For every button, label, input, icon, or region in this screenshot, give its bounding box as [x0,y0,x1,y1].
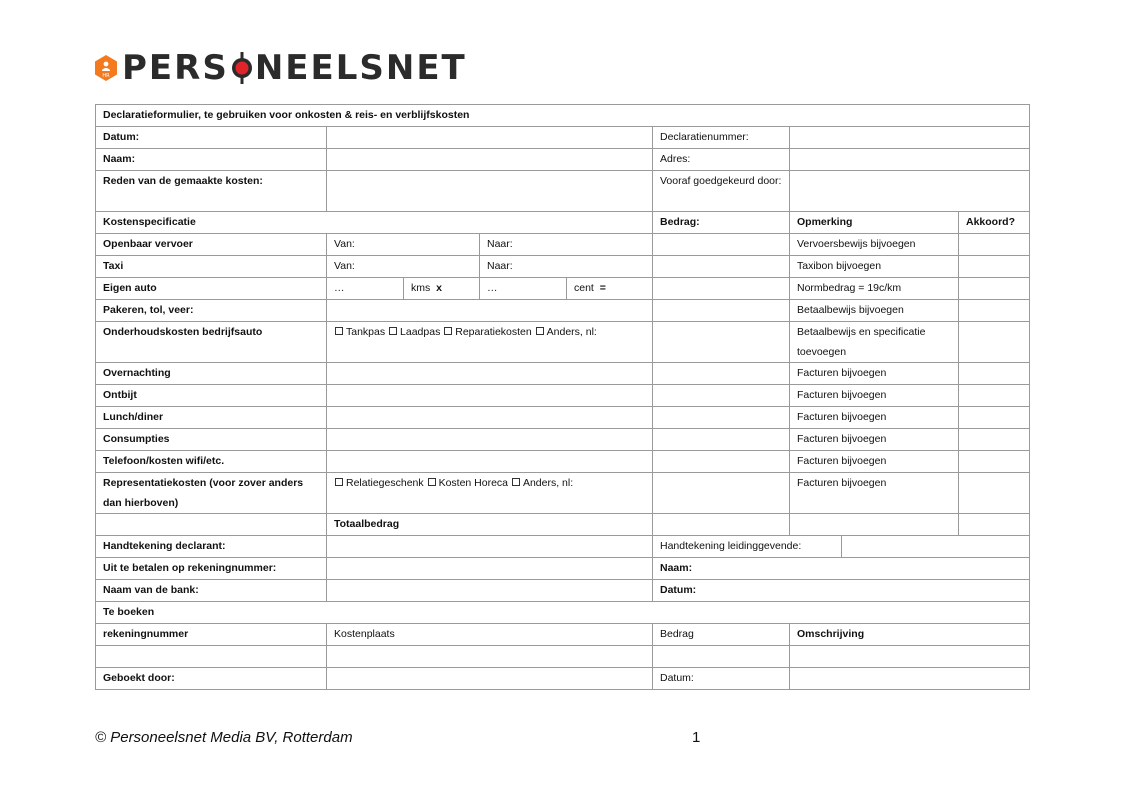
table-row [96,473,1030,514]
boeking-entry-row [96,646,1030,668]
lunch-diner-label: Lunch/diner [96,407,327,429]
anders-checkbox[interactable] [536,327,544,335]
telefoon-opmerking: Facturen bijvoegen [790,451,959,473]
ontbijt-opmerking: Facturen bijvoegen [790,385,959,407]
taxi-bedrag-field[interactable] [653,256,790,278]
representatie-opmerking: Facturen bijvoegen [790,473,959,514]
handtekening-leidinggevende-field[interactable] [842,536,1030,558]
table-row [96,256,1030,278]
reden-label: Reden van de gemaakte kosten: [96,171,327,212]
naar-label: Naar: [487,238,513,250]
spec-header-row [96,212,1030,234]
geboekt-datum-field[interactable] [790,668,1030,690]
laadpas-label: Laadpas [400,326,441,338]
telefoon-label: Telefoon/kosten wifi/etc. [96,451,327,473]
rekeningnummer-header: rekeningnummer [96,624,327,646]
ov-naar-field[interactable] [480,234,653,256]
table-row [96,580,1030,602]
logo-text-start: PERS [122,48,229,88]
table-row [96,234,1030,256]
lunch-bedrag-field[interactable] [653,407,790,429]
representatie-options [327,473,653,514]
declaratienummer-label: Declaratienummer: [653,127,790,149]
handtekening-leidinggevende-label: Handtekening leidinggevende: [653,536,842,558]
telefoon-field[interactable] [327,451,653,473]
table-row [96,322,1030,363]
van-label: Van: [334,238,355,250]
parkeren-bedrag-field[interactable] [653,300,790,322]
totaalbedrag-field[interactable] [653,514,790,536]
onderhoudskosten-label: Onderhoudskosten bedrijfsauto [96,322,327,363]
totaal-opmerking-field[interactable] [790,514,959,536]
lunch-opmerking: Facturen bijvoegen [790,407,959,429]
table-row [96,171,1030,212]
tankpas-checkbox[interactable] [335,327,343,335]
declaration-form [95,104,1030,690]
overnachting-field[interactable] [327,363,653,385]
logo-badge-text: HR [102,73,110,79]
relatiegeschenk-label: Relatiegeschenk [346,477,424,489]
naam-field[interactable] [327,149,653,171]
consumpties-label: Consumpties [96,429,327,451]
geboekt-datum-label: Datum: [653,668,790,690]
hr-hexagon-icon [94,54,118,82]
adres-field[interactable] [790,149,1030,171]
ontbijt-field[interactable] [327,385,653,407]
ontbijt-akkoord-field[interactable] [959,385,1030,407]
overnachting-akkoord-field[interactable] [959,363,1030,385]
ov-opmerking: Vervoersbewijs bijvoegen [790,234,959,256]
relatiegeschenk-checkbox[interactable] [335,478,343,486]
auto-kms-field[interactable]: … [327,278,404,300]
table-row [96,668,1030,690]
kosten-horeca-label: Kosten Horeca [438,477,509,489]
naam-bank-field[interactable] [327,580,653,602]
logo-wordmark [122,48,467,88]
auto-cent-unit [567,278,653,300]
naam-bank-label: Naam van de bank: [96,580,327,602]
adres-label: Adres: [653,149,790,171]
table-row [96,451,1030,473]
table-row [96,278,1030,300]
parkeren-field[interactable] [327,300,653,322]
laadpas-checkbox[interactable] [389,327,397,335]
onderhoud-opmerking: Betaalbewijs en specificatie toevoegen [790,322,959,363]
uitbetalen-rekeningnummer-field[interactable] [327,558,653,580]
uitbetaling-datum-label[interactable]: Datum: [653,580,1030,602]
reden-field[interactable] [327,171,653,212]
ontbijt-bedrag-field[interactable] [653,385,790,407]
auto-akkoord-field[interactable] [959,278,1030,300]
reparatiekosten-label: Reparatiekosten [455,326,532,338]
taxi-naar-field[interactable] [480,256,653,278]
boeking-kostenplaats-field[interactable] [327,646,653,668]
eigen-auto-label: Eigen auto [96,278,327,300]
openbaar-vervoer-label: Openbaar vervoer [96,234,327,256]
table-row [96,149,1030,171]
ov-bedrag-field[interactable] [653,234,790,256]
van-label: Van: [334,260,355,272]
table-row [96,363,1030,385]
overnachting-label: Overnachting [96,363,327,385]
table-row [96,558,1030,580]
table-row [96,385,1030,407]
equals-sign: = [599,282,606,294]
boeking-bedrag-header: Bedrag [653,624,790,646]
auto-bedrag-field[interactable] [653,278,790,300]
naar-label: Naar: [487,260,513,272]
personeelsnet-logo [94,50,467,86]
geboekt-door-field[interactable] [327,668,653,690]
onderhoud-options [327,322,653,363]
anders-label: Anders, nl: [522,477,574,489]
tankpas-label: Tankpas [346,326,386,338]
totaal-akkoord-field[interactable] [959,514,1030,536]
ov-akkoord-field[interactable] [959,234,1030,256]
ontbijt-label: Ontbijt [96,385,327,407]
boeking-bedrag-field[interactable] [653,646,790,668]
vooraf-goedgekeurd-field[interactable] [790,171,1030,212]
telefoon-bedrag-field[interactable] [653,451,790,473]
totaalbedrag-label: Totaalbedrag [327,514,653,536]
consumpties-akkoord-field[interactable] [959,429,1030,451]
auto-kms-unit [404,278,480,300]
page-number: 1 [692,729,701,746]
rekeninghouder-naam-label[interactable]: Naam: [653,558,1030,580]
overnachting-bedrag-field[interactable] [653,363,790,385]
taxi-label: Taxi [96,256,327,278]
form-title: Declaratieformulier, te gebruiken voor onkosten & reis- en verblijfskosten [96,105,1030,127]
uitbetalen-rekeningnummer-label: Uit te betalen op rekeningnummer: [96,558,327,580]
parkeren-akkoord-field[interactable] [959,300,1030,322]
table-row [96,536,1030,558]
vooraf-goedgekeurd-label: Vooraf goedgekeurd door: [653,171,790,212]
cent-label: cent [574,282,594,294]
anders-checkbox[interactable] [512,478,520,486]
telefoon-akkoord-field[interactable] [959,451,1030,473]
taxi-akkoord-field[interactable] [959,256,1030,278]
declaratienummer-field[interactable] [790,127,1030,149]
opmerking-header: Opmerking [790,212,959,234]
taxi-opmerking: Taxibon bijvoegen [790,256,959,278]
representatie-bedrag-field[interactable] [653,473,790,514]
datum-field[interactable] [327,127,653,149]
anders-label: Anders, nl: [546,326,597,338]
bedrag-header: Bedrag: [653,212,790,234]
consumpties-field[interactable] [327,429,653,451]
kms-label: kms [411,282,431,294]
times-sign: x [436,282,442,294]
lunch-akkoord-field[interactable] [959,407,1030,429]
auto-opmerking: Normbedrag = 19c/km [790,278,959,300]
geboekt-door-label: Geboekt door: [96,668,327,690]
kosten-horeca-checkbox[interactable] [428,478,436,486]
overnachting-opmerking: Facturen bijvoegen [790,363,959,385]
boeking-header-row [96,624,1030,646]
datum-label: Datum: [96,127,327,149]
boeking-rekeningnummer-field[interactable] [96,646,327,668]
table-row [96,127,1030,149]
kostenplaats-header: Kostenplaats [327,624,653,646]
onderhoud-bedrag-field[interactable] [653,322,790,363]
consumpties-opmerking: Facturen bijvoegen [790,429,959,451]
footer-copyright: © Personeelsnet Media BV, Rotterdam [95,729,353,746]
naam-label: Naam: [96,149,327,171]
representatie-akkoord-field[interactable] [959,473,1030,514]
handtekening-declarant-label: Handtekening declarant: [96,536,327,558]
target-o-icon [230,51,254,85]
te-boeken-row [96,602,1030,624]
table-row [96,300,1030,322]
akkoord-header: Akkoord? [959,212,1030,234]
taxi-van-field[interactable] [327,256,480,278]
ov-van-field[interactable] [327,234,480,256]
boeking-omschrijving-field[interactable] [790,646,1030,668]
onderhoud-akkoord-field[interactable] [959,322,1030,363]
reparatiekosten-checkbox[interactable] [444,327,452,335]
handtekening-declarant-field[interactable] [327,536,653,558]
form-title-row [96,105,1030,127]
table-row [96,407,1030,429]
parkeren-opmerking: Betaalbewijs bijvoegen [790,300,959,322]
totaal-row [96,514,1030,536]
representatiekosten-label: Representatiekosten (voor zover anders dan hierboven) [96,473,327,514]
omschrijving-header: Omschrijving [790,624,1030,646]
consumpties-bedrag-field[interactable] [653,429,790,451]
te-boeken-header: Te boeken [96,602,1030,624]
totaal-empty-cell [96,514,327,536]
table-row [96,429,1030,451]
kostenspecificatie-header: Kostenspecificatie [96,212,653,234]
auto-cent-field[interactable]: … [480,278,567,300]
parkeren-label: Pakeren, tol, veer: [96,300,327,322]
logo-text-end: NEELSNET [254,48,467,88]
lunch-field[interactable] [327,407,653,429]
